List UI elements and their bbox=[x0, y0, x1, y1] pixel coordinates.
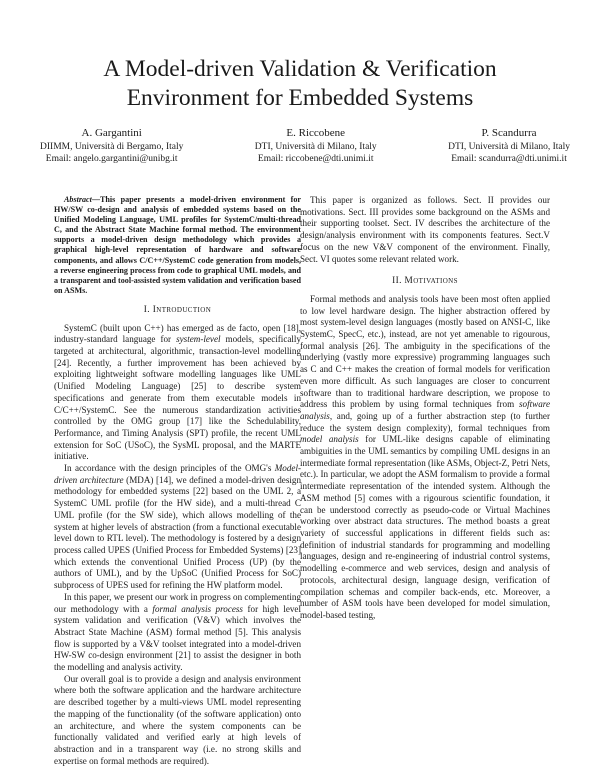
author-affiliation: DTI, Università di Milano, Italy bbox=[448, 142, 570, 152]
left-column bbox=[54, 195, 301, 767]
author-block bbox=[40, 126, 570, 165]
author-email: Email: scandurra@dti.unimi.it bbox=[451, 154, 567, 164]
author-name: E. Riccobene bbox=[286, 127, 346, 139]
paragraph-intro-4-start: Our overall goal is to provide a design and analysis environment where both the software application and the hardware architecture are described together by a multi-views UML model representing the mapping of the functionality (of the software application) onto an architecture, and where the system components can be functionally validated and verified early at high levels of abstraction and in a transparent way (i.e. no strong skills and expertise on formal methods are required). bbox=[54, 673, 301, 766]
paper-title: A Model-driven Validation & Verification Environment for Embedded Systems bbox=[103, 56, 497, 111]
author-1 bbox=[40, 126, 183, 165]
paragraph-intro-1: SystemC (built upon C++) has emerged as de facto, open [18], industry-standard language for system-level models, specifically targeted at architectural, algorithmic, transaction-level modelling [24]. Recently, a further improvement has been achieved by exploiting lightweight software modelling languages like UML (Unified Modeling Language) [25] to describe system specifications and generate from them executable models in C/C++/SystemC. See the numerous standardization activities controlled by the OMG group [17] like the Schedulability, Performance, and Timing Analysis (SPT) profile, the recent UML extension for SoC (USoC), the SysML proposal, and the MARTE initiative. bbox=[54, 322, 301, 462]
author-name: A. Gargantini bbox=[81, 127, 142, 139]
author-3 bbox=[448, 126, 570, 165]
section-heading-introduction: I. Introduction bbox=[143, 304, 212, 315]
abstract bbox=[54, 195, 301, 296]
author-affiliation: DIIMM, Università di Bergamo, Italy bbox=[40, 142, 184, 152]
author-affiliation: DTI, Università di Milano, Italy bbox=[254, 142, 377, 152]
paragraph-motivations-1: Formal methods and analysis tools have been most often applied to low level hardware design. The higher abstraction offered by most system-level design languages (mostly based on ANSI-C, like SystemC, SpecC, etc.), instead, are not yet amenable to rigourous, formal analysis [26]. The ambiguity in the specifications of the underlying (vastly more expressive) programming languages such as C and C++ makes the creation of formal models for verification even more difficult. As such languages are closer to concurrent software than to traditional hardware description, we propose to address this problem by using formal techniques from software analysis, and, going up of a further abstraction step (to further reduce the system design complexity), formal techniques from model analysis for UML-like designs capable of eliminating ambiguities in the UML semantics by compiling UML designs in an intermediate formal representation (like ASMs, Object-Z, Petri Nets, etc.). In particular, we adopt the ASM formalism to provide a formal intermediate representation of the intended system. Although the ASM method [5] comes with a rigourous scientific foundation, it can be understood correctly as pseudo-code or Virtual Machines working over abstract data structures. The method boasts a great variety of successful applications in different fields such as: definition of industrial standards for programming and modelling languages, design and re-engineering of industrial control systems, modelling e-commerce and web services, design and analysis of protocols, architectural design, language design, verification of compilation schemas and compiler back-ends, etc. Moreover, a number of ASM tools have been developed for model simulation, model-based testing, bbox=[300, 293, 551, 620]
paragraph-intro-2: In accordance with the design principles of the OMG's Model-driven architecture (MDA) [14], we defined a model-driven design methodology for embedded systems [22] based on the UML 2, a SystemC UML profile (for the HW side), and a multi-thread C UML profile (for the SW side), which allows modelling of the system at higher levels of abstraction (from a functional executable level down to RTL level). The methodology is fostered by a design process called UPES (Unified Process for Embedded Systems) [23] which extends the conventional Unified Process (UP) (by the authors of UML), and by the UpSoC (Unified Process for SoC) subprocess of UPES used for refining the HW platform model. bbox=[54, 463, 301, 591]
author-email: Email: angelo.gargantini@unibg.it bbox=[45, 154, 178, 164]
abstract-label: Abstract bbox=[64, 195, 92, 204]
section-heading-motivations: II. Motivations bbox=[392, 276, 458, 287]
abstract-text: —This paper presents a model-driven environment for HW/SW co-design and analysis of embedded systems based on the Unified Modeling Language, UML profiles for SystemC/multi-thread C, and the Abstract State Machine formal method. The environment supports a model-driven design methodology which provides a graphical high-level representation of hardware and software components, and allows C/C++/SystemC code generation from models, a reverse engineering process from code to graphical UML models, and a transparent and tool-assisted system validation and verification based on ASMs. bbox=[54, 195, 301, 295]
author-email: Email: riccobene@dti.unimi.it bbox=[257, 154, 374, 164]
paragraph-intro-5: This paper is organized as follows. Sect. II provides our motivations. Sect. III provides some background on the ASMs and their supporting toolset. Sect. IV describes the architecture of the design/analysis environment with its components features. Sect.V focus on the new V&V component of the environment. Finally, Sect. VI quotes some relevant related work. bbox=[300, 195, 550, 264]
author-2 bbox=[255, 126, 377, 165]
right-column bbox=[300, 195, 550, 622]
paragraph-intro-3: In this paper, we present our work in progress on complementing our methodology with a formal analysis process for high level system validation and verification (V&V) which involves the Abstract State Machine (ASM) formal method [5]. This analysis flow is supported by a V&V toolset integrated into a model-driven HW-SW co-design environment [21] to assist the designer in both the modelling and analysis activity. bbox=[54, 591, 301, 673]
author-name: P. Scandurra bbox=[481, 127, 537, 139]
